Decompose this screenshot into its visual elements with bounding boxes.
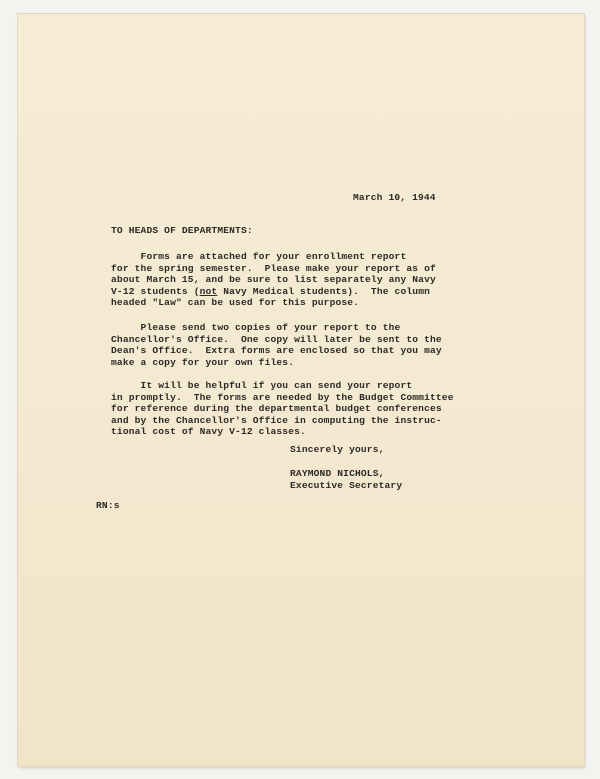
closing: Sincerely yours, <box>290 444 385 455</box>
paragraph-1-line: headed "Law" can be used for this purpose. <box>111 297 360 309</box>
paragraph-3 <box>111 380 454 438</box>
typist-initials: RN:s <box>96 500 120 511</box>
paragraph-2-line: Chancellor's Office. One copy will later be sent to the <box>111 333 442 345</box>
paragraph-1-line: about March 15, and be sure to list separately any Navy <box>111 274 436 286</box>
paragraph-3-line: in promptly. The forms are needed by the Budget Committee <box>111 391 454 403</box>
paragraph-3-line: and by the Chancellor's Office in computing the instruc- <box>111 414 442 426</box>
signer-name: RAYMOND NICHOLS, <box>290 468 385 479</box>
salutation: TO HEADS OF DEPARTMENTS: <box>111 225 253 236</box>
line-segment: V-12 students ( <box>111 285 200 297</box>
paragraph-1 <box>111 251 436 309</box>
underlined-word: not <box>199 285 218 297</box>
signer-title: Executive Secretary <box>290 480 403 491</box>
letter-date: March 10, 1944 <box>353 192 436 203</box>
paragraph-2 <box>111 322 442 368</box>
paragraph-1-line <box>111 286 436 298</box>
paragraph-2-line: Please send two copies of your report to the <box>111 322 401 333</box>
paragraph-1-line: for the spring semester. Please make your report as of <box>111 262 436 274</box>
paragraph-3-line: It will be helpful if you can send your report <box>111 380 413 391</box>
line-segment: Navy Medical students). The column <box>217 285 431 297</box>
paragraph-1-line: Forms are attached for your enrollment report <box>111 251 407 262</box>
paragraph-3-line: tional cost of Navy V-12 classes. <box>111 426 306 438</box>
paragraph-3-line: for reference during the departmental budget conferences <box>111 403 442 415</box>
paragraph-2-line: make a copy for your own files. <box>111 356 295 368</box>
paragraph-2-line: Dean's Office. Extra forms are enclosed so that you may <box>111 345 442 357</box>
